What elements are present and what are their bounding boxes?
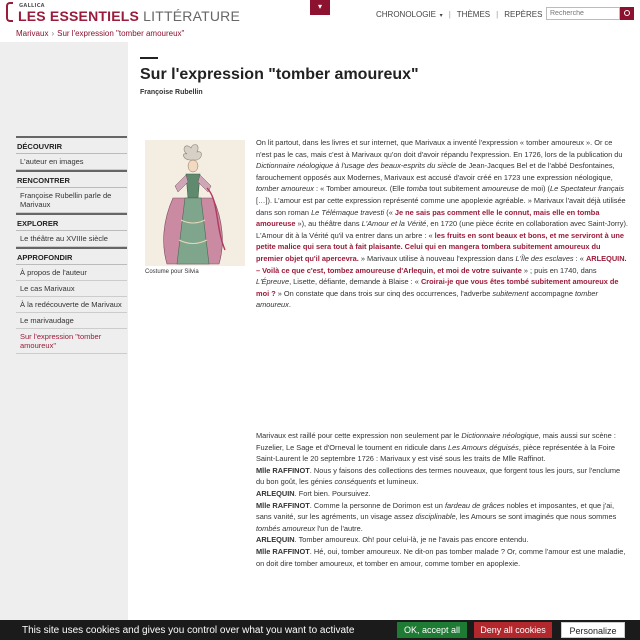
sidebar-item[interactable]: Le cas Marivaux — [16, 281, 127, 297]
text-run: ARLEQUIN — [256, 488, 295, 498]
text-run: Mlle RAFFINOT — [256, 465, 310, 475]
nav-themes[interactable]: THÈMES — [456, 10, 491, 19]
text-run: L'Amour et la Vérité — [361, 219, 427, 229]
text-run: ARLEQUIN. – Voilà ce que c'est, tombez amoureuse d'Arlequin, et moi de votre suivante — [256, 253, 627, 275]
text-run: tomba — [406, 184, 428, 194]
text-run: , les Amours se sont imaginés que nous sommes — [455, 512, 617, 522]
text-run: Croirai-je que vous êtes tombé subitement amoureux de moi ? — [256, 277, 619, 298]
cookie-message: This site uses cookies and gives you control over what you want to activate — [22, 624, 355, 636]
deny-cookies-button[interactable]: Deny all cookies — [474, 622, 552, 638]
text-paragraph — [256, 500, 628, 535]
text-run: L'Île des esclaves — [515, 253, 574, 263]
logo-gallica: GALLICA — [19, 3, 45, 9]
accept-cookies-button[interactable]: OK, accept all — [397, 622, 467, 638]
sidebar-section-heading: APPROFONDIR — [16, 247, 127, 265]
text-run: amoureuse — [481, 184, 519, 194]
text-run: , Lisette, défiante, demande à Blaise : « — [289, 277, 421, 287]
text-run: . Nous y faisons des collections des termes nouveaux, que forgent tous les jours, sur l'enclume du bon goût, les génies — [256, 465, 621, 487]
text-paragraph — [256, 465, 628, 488]
text-run: Mlle RAFFINOT — [256, 546, 310, 556]
text-run: disciplinable — [415, 512, 456, 522]
text-run: tout subitement — [427, 184, 482, 194]
text-run: tombés amoureux — [256, 523, 316, 533]
logo-lit-text: LITTÉRATURE — [143, 8, 240, 24]
nav-reperes[interactable]: REPÈRES — [504, 10, 543, 19]
sidebar-navigation — [16, 136, 127, 354]
sidebar-item[interactable]: À la redécouverte de Marivaux — [16, 297, 127, 313]
logo-main-text: LES ESSENTIELS — [18, 8, 140, 24]
text-run: , mais aussi sur scène : Fuzelier, Le Sage et d'Orneval le tournent en ridicule dans — [256, 431, 616, 452]
nav-chronologie[interactable] — [376, 10, 443, 19]
text-run: Dictionnaire néologique — [461, 431, 539, 440]
text-run: » On constate que dans trois sur cinq des occurrences, l'adverbe — [275, 288, 493, 298]
text-run: » ; puis en 1740, dans — [521, 265, 597, 275]
sidebar-item[interactable]: Le marivaudage — [16, 313, 127, 329]
text-run: »), au théâtre dans — [295, 219, 362, 229]
search-input[interactable] — [546, 7, 620, 20]
text-run: ARLEQUIN — [256, 535, 295, 545]
sidebar-item[interactable]: Françoise Rubellin parle de Marivaux — [16, 188, 127, 213]
text-run: On lit partout, dans les livres et sur internet, que Marivaux a inventé l'expression « tomber amoureux ». Or ce n'est pas le cas, mais c'est à Marivaux qu'on doit d'avoir répandu l'expression. En 1726, lors de la publication du — [256, 138, 623, 159]
breadcrumb-marivaux[interactable]: Marivaux — [16, 29, 49, 38]
text-run: . Hé, oui, tomber amoureux. Ne dit-on pas tomber malade ? Or, comme l'amour est une maladie, on doit dire tomber amoureux, et tomber en amour, comme tomber en apoplexie. — [256, 546, 626, 568]
text-run: de moi) ( — [518, 184, 551, 194]
article-paragraph-1 — [256, 137, 628, 311]
text-run: fardeau de grâces — [444, 500, 505, 510]
text-run: Dictionnaire néologique à l'usage des beaux-esprits du siècle — [256, 161, 457, 171]
cookie-banner — [0, 620, 640, 640]
breadcrumb — [16, 29, 184, 38]
text-paragraph — [256, 430, 628, 465]
text-run: Le Spectateur français — [550, 184, 624, 194]
article-author: Françoise Rubellin — [140, 89, 203, 96]
text-run: : « — [573, 253, 586, 263]
top-navigation — [376, 10, 542, 19]
text-paragraph — [256, 488, 628, 500]
text-run: conséquents — [334, 477, 377, 487]
text-run: , en 1720 (une pièce écrite en collaboration avec Saint-Jorry). L'Amour dit à la Vérité qu'il va entrer dans un arbre : « — [256, 219, 628, 240]
personalize-cookies-button[interactable]: Personalize — [561, 622, 625, 638]
title-rule — [140, 57, 158, 59]
text-run: de Jean-Jacques Bel et de l'abbé Desfontaines, farouchement opposés aux Modernes, Marivaux est accusé d'avoir créé en 1723 une expression néologique, — [256, 161, 615, 182]
text-run: , pièce représentée à la Foire Saint-Laurent le 20 septembre 1726 : Marivaux y est visé sous les traits de Mlle Raffinot. — [256, 442, 615, 464]
article-paragraph-2 — [256, 430, 628, 569]
text-run: tomber amoureux — [256, 288, 599, 310]
text-run: l'un de l'autre. — [315, 523, 363, 533]
text-run: . — [288, 300, 291, 310]
sidebar-item[interactable]: L'auteur en images — [16, 154, 127, 170]
text-run: Mlle RAFFINOT — [256, 500, 310, 510]
nav-separator: | — [496, 10, 499, 19]
sidebar-section-heading: DÉCOUVRIR — [16, 136, 127, 154]
text-run: . Comme la personne de Dorimon est un — [309, 500, 445, 510]
text-paragraph — [256, 534, 628, 546]
breadcrumb-current: Sur l'expression "tomber amoureux" — [57, 29, 185, 38]
text-run: tomber amoureux — [256, 184, 314, 194]
breadcrumb-separator: › — [51, 29, 55, 38]
sidebar-item[interactable]: Le théâtre au XVIIIe siècle — [16, 231, 127, 247]
logo-bracket-icon — [6, 2, 13, 22]
text-run: » Marivaux utilise à nouveau l'expression dans — [358, 253, 516, 263]
text-run: Je ne sais pas comment elle le connut, mais elle en tomba amoureuse — [256, 207, 600, 229]
sidebar-item[interactable]: Sur l'expression "tomber amoureux" — [16, 329, 127, 354]
text-run: Le Télémaque travesti — [311, 207, 385, 217]
chevron-down-icon: ▾ — [438, 13, 443, 19]
text-run: . Fort bien. Poursuivez. — [294, 488, 371, 498]
text-run: les fruits en sont beaux et bons, et me serviront à une petite malice qui sera tout à fait plaisante. Celui qui en mangera tombera subitement amoureux du premier objet qu'il apercevra. — [256, 230, 624, 263]
sidebar-section-heading: EXPLORER — [16, 213, 127, 231]
text-run: (« — [384, 207, 395, 217]
costume-drawing — [145, 140, 245, 266]
text-paragraph — [256, 546, 628, 569]
text-run: : « Tomber amoureux. (Elle — [313, 184, 407, 194]
text-run: nobles et imposantes, et que j'ai, sans vanité, sur les agréments, un visage assez — [256, 500, 614, 522]
text-run: […]). L'amour est par cette expression représenté comme une apoplexie agréable. » Marivaux l'avait déjà utilisée dans son roman — [256, 195, 626, 217]
search-icon[interactable] — [620, 7, 634, 20]
text-run: L'Épreuve — [256, 277, 290, 287]
menu-toggle-button[interactable]: ▾ — [310, 0, 330, 15]
text-run: accompagne — [528, 288, 575, 298]
page-title: Sur l'expression "tomber amoureux" — [140, 66, 419, 83]
figure-caption: Costume pour Silvia — [145, 269, 199, 275]
sidebar-item[interactable]: À propos de l'auteur — [16, 265, 127, 281]
costume-illustration — [145, 140, 245, 266]
site-logo[interactable] — [18, 8, 240, 24]
text-run: Les Amours déguisés — [448, 442, 519, 452]
sidebar-section-heading: RENCONTRER — [16, 170, 127, 188]
text-run: et lumineux. — [376, 477, 419, 487]
text-run: Marivaux est raillé pour cette expression non seulement par le — [256, 431, 462, 440]
site-header — [0, 0, 640, 42]
nav-separator: | — [448, 10, 451, 19]
text-run: . Tomber amoureux. Oh! pour celui-là, je ne l'avais pas encore entendu. — [294, 535, 529, 545]
text-run: subitement — [492, 288, 529, 298]
nav-chronologie-label: CHRONOLOGIE — [376, 10, 437, 19]
